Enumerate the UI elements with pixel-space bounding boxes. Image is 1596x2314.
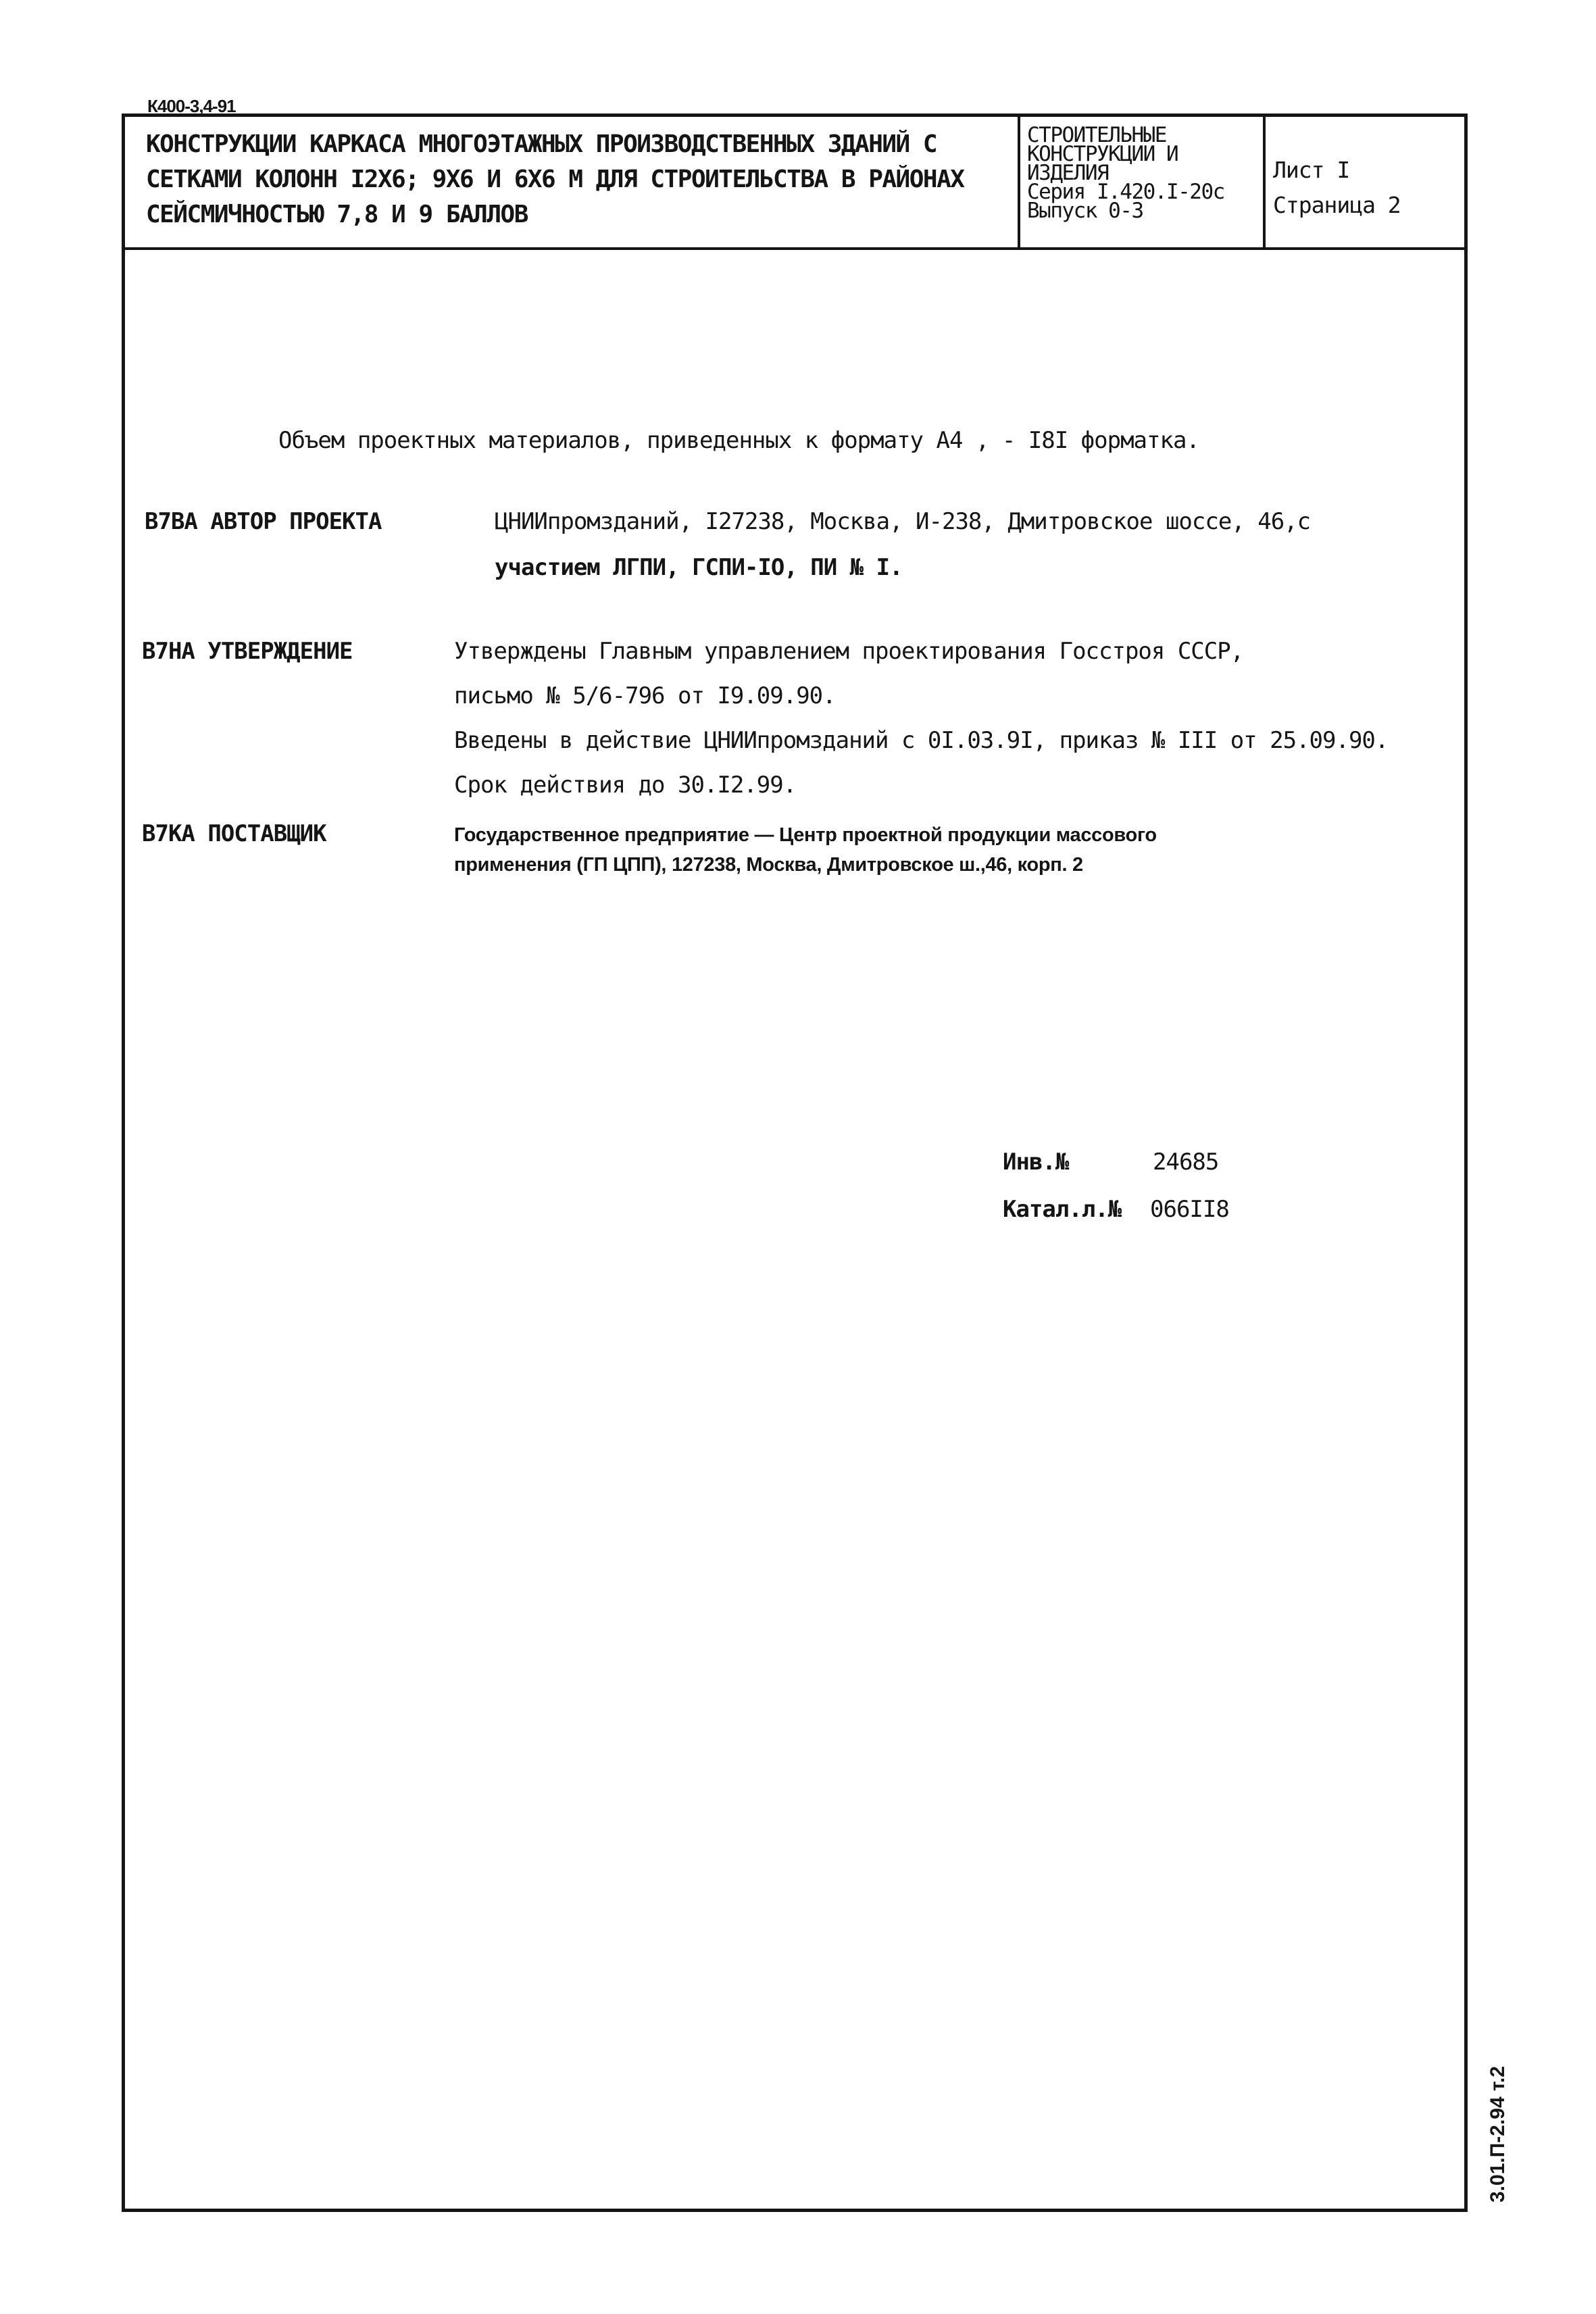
supplier-line: Государственное предприятие — Центр проектной продукции массового (454, 824, 1157, 846)
series-line: Серия I.420.I-20с (1027, 180, 1224, 204)
approval-line: Введены в действие ЦНИИпромзданий с 0I.03.9I, приказ № III от 25.09.90. (454, 727, 1389, 754)
inventory-value: 24685 (1153, 1149, 1219, 1176)
title-line: СЕЙСМИЧНОСТЬЮ 7,8 И 9 БАЛЛОВ (146, 201, 528, 228)
catalog-value: 066II8 (1150, 1196, 1229, 1223)
approval-line: Срок действия до 30.I2.99. (454, 772, 797, 799)
author-code: В7ВА АВТОР ПРОЕКТА (145, 508, 382, 535)
series-line: Выпуск 0-3 (1027, 199, 1143, 223)
inventory-label: Инв.№ (1003, 1149, 1069, 1176)
supplier-line: применения (ГП ЦПП), 127238, Москва, Дмитровское ш.,46, корп. 2 (454, 854, 1083, 876)
header-column-divider (1018, 114, 1020, 249)
approval-code: В7НА УТВЕРЖДЕНИЕ (142, 638, 353, 665)
series-info (1027, 123, 1260, 223)
header-column-divider (1263, 114, 1266, 249)
approval-line: Утверждены Главным управлением проектирования Госстроя СССР, (454, 638, 1244, 665)
document-code: К400-3,4-91 (147, 96, 236, 116)
sheet-info (1273, 153, 1462, 223)
header-divider (122, 247, 1468, 250)
series-line: СТРОИТЕЛЬНЫЕ (1027, 123, 1166, 147)
title-line: КОНСТРУКЦИИ КАРКАСА МНОГОЭТАЖНЫХ ПРОИЗВОДСТВЕННЫХ ЗДАНИЙ С (146, 130, 937, 158)
series-line: ИЗДЕЛИЯ (1027, 161, 1109, 185)
page-label: Страница 2 (1273, 192, 1401, 218)
supplier-code: В7КА ПОСТАВЩИК (142, 820, 326, 847)
catalog-label: Катал.л.№ (1003, 1196, 1122, 1223)
side-code: 3.01.П-2.94 т.2 (1487, 2065, 1509, 2203)
author-line: ЦНИИпромзданий, I27238, Москва, И-238, Дмитровское шоссе, 46,с (495, 508, 1311, 535)
title-line: СЕТКАМИ КОЛОНН I2X6; 9X6 И 6X6 М ДЛЯ СТРОИТЕЛЬСТВА В РАЙОНАХ (146, 166, 964, 193)
author-line: участием ЛГПИ, ГСПИ-IО, ПИ № I. (495, 554, 903, 581)
series-line: КОНСТРУКЦИИ И (1027, 142, 1178, 166)
volume-line: Объем проектных материалов, приведенных к формату А4 , - I8I форматка. (278, 427, 1199, 454)
sheet-label: Лист I (1273, 157, 1350, 183)
approval-line: письмо № 5/6-796 от I9.09.90. (454, 682, 836, 709)
document-title (146, 127, 1004, 232)
